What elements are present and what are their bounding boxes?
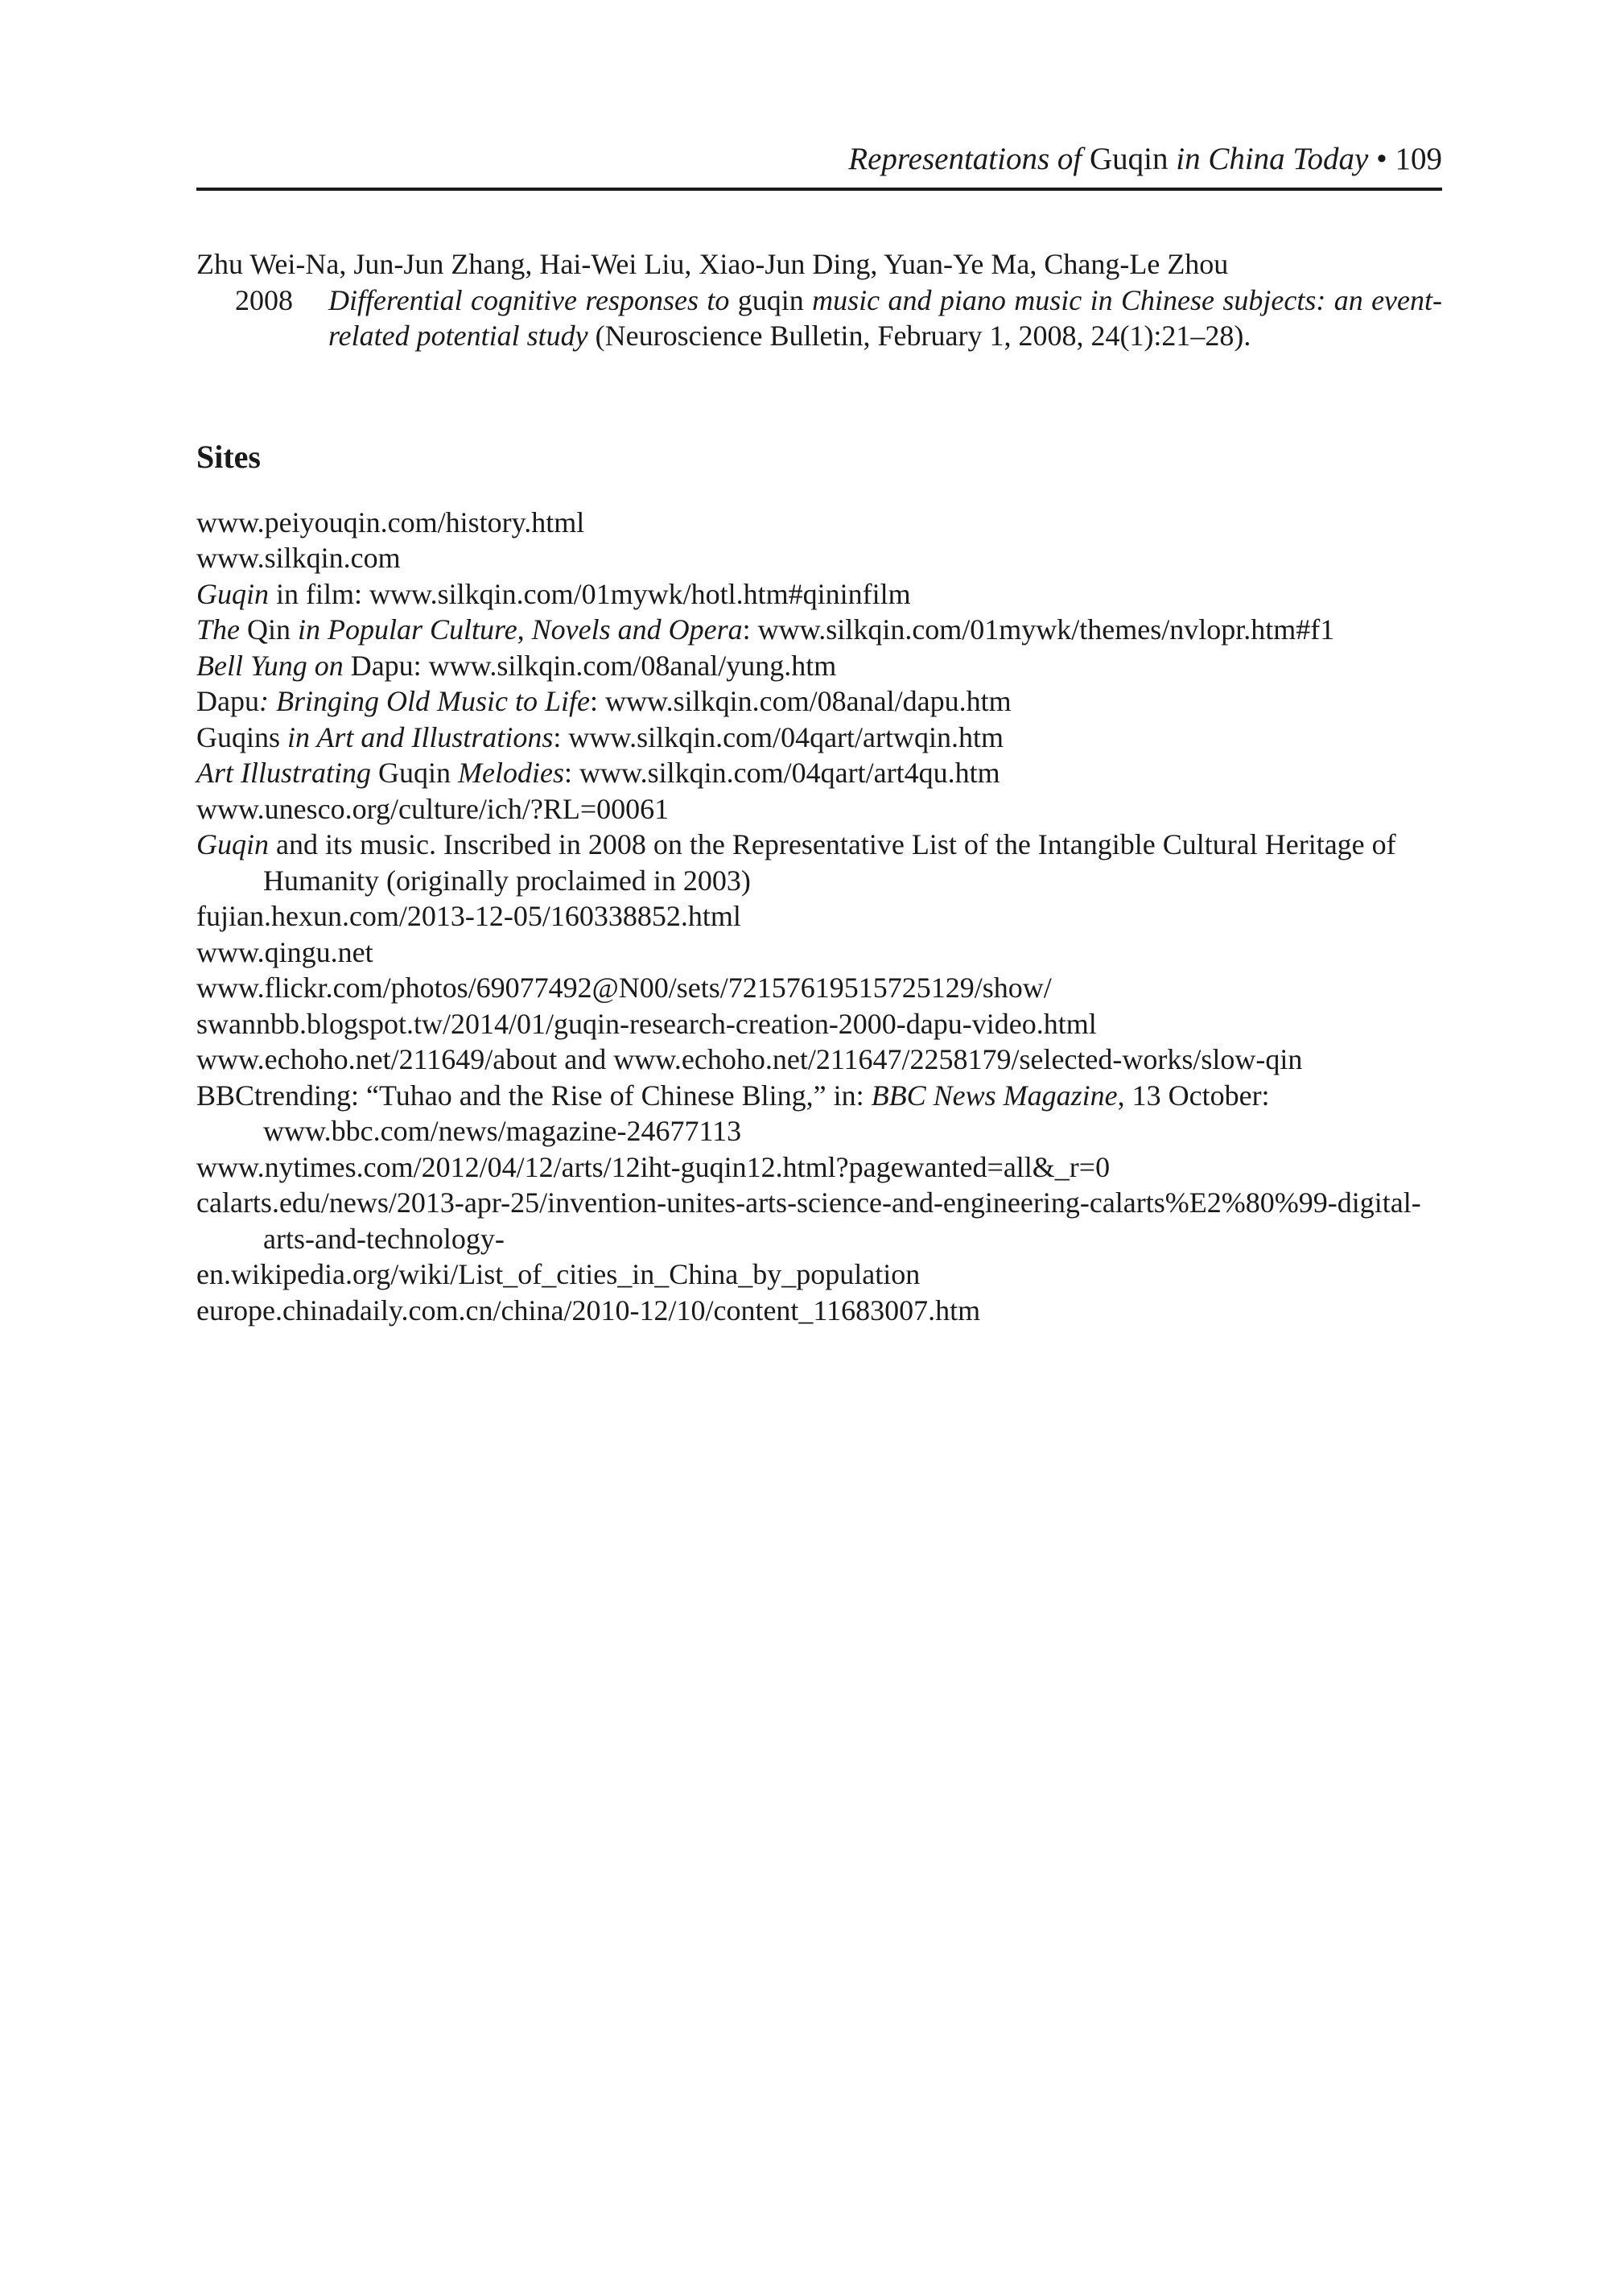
- site-text: BBCtrending: “Tuhao and the Rise of Chinese Bling,” in:: [196, 1079, 872, 1112]
- list-item: [196, 755, 1442, 791]
- list-item: [196, 1293, 1442, 1329]
- list-item: [196, 1185, 1442, 1256]
- site-italic: Guqin: [196, 577, 269, 610]
- site-text: Qin: [240, 613, 298, 646]
- list-item: [196, 827, 1442, 898]
- site-text: Guqins: [196, 720, 288, 753]
- site-text: en.wikipedia.org/wiki/List_of_cities_in_China_by_population: [196, 1258, 921, 1290]
- site-italic2: : Bringing Old Music to Life: [258, 685, 590, 717]
- header-bullet: •: [1376, 142, 1387, 176]
- sites-heading: Sites: [196, 438, 261, 475]
- site-text: www.silkqin.com: [196, 542, 401, 574]
- list-item: [196, 1078, 1442, 1149]
- reference-authors: Zhu Wei-Na, Jun-Jun Zhang, Hai-Wei Liu, Xiao-Jun Ding, Yuan-Ye Ma, Chang-Le Zhou: [196, 248, 1229, 280]
- list-item: [196, 1149, 1442, 1186]
- site-text: www.peiyouqin.com/history.html: [196, 505, 585, 538]
- list-item: [196, 683, 1442, 720]
- site-italic2: Melodies: [458, 757, 564, 789]
- list-item: [196, 791, 1442, 827]
- site-text: www.flickr.com/photos/69077492@N00/sets/72157619515725129/show/: [196, 972, 1052, 1004]
- site-italic: Guqin: [196, 828, 269, 860]
- list-item: [196, 1256, 1442, 1293]
- reference-text: [328, 283, 1442, 354]
- site-italic2: BBC News Magazine: [871, 1079, 1118, 1112]
- site-text: www.qingu.net: [196, 935, 373, 968]
- site-text2: : www.silkqin.com/08anal/dapu.htm: [589, 685, 1012, 717]
- reference-source: (Neuroscience Bulletin, February 1, 2008, 24(1):21–28).: [595, 320, 1251, 352]
- list-item: [196, 612, 1442, 648]
- reference-title-part2: music and piano music in Chinese subjects: an event-related potential study: [328, 283, 1442, 352]
- header-rule: [196, 188, 1442, 191]
- list-item: [196, 970, 1442, 1006]
- site-text: Dapu: [196, 685, 259, 717]
- list-item: [196, 505, 1442, 541]
- site-italic: The: [196, 613, 240, 646]
- site-italic2: in Art and Illustrations: [287, 720, 554, 753]
- list-item: [196, 935, 1442, 971]
- list-item: [196, 1006, 1442, 1042]
- sites-list: [196, 505, 1442, 1329]
- site-text: europe.chinadaily.com.cn/china/2010-12/10/content_11683007.htm: [196, 1294, 981, 1327]
- site-text: calarts.edu/news/2013-apr-25/invention-unites-arts-science-and-engineering-calarts%E2%80%99-digital-arts-and-technology-: [196, 1186, 1421, 1255]
- site-italic: Art Illustrating: [196, 757, 372, 789]
- header-title-word: Guqin: [1089, 142, 1169, 176]
- site-text: fujian.hexun.com/2013-12-05/160338852.html: [196, 900, 741, 932]
- page-content: [196, 246, 1442, 1328]
- reference-title-word: guqin: [737, 283, 804, 316]
- list-item: [196, 898, 1442, 935]
- site-italic: Bell Yung on: [196, 649, 344, 682]
- list-item: [196, 576, 1442, 613]
- site-text: Guqin: [371, 757, 459, 789]
- site-text: www.nytimes.com/2012/04/12/arts/12iht-guqin12.html?pagewanted=all&_r=0: [196, 1150, 1111, 1183]
- page-number: 109: [1395, 142, 1442, 176]
- list-item: [196, 1042, 1442, 1078]
- reference-entry: [196, 283, 1442, 354]
- header-title-rest: in China Today: [1176, 142, 1369, 176]
- site-text2: : www.silkqin.com/04qart/art4qu.htm: [564, 757, 1000, 789]
- site-text2: : www.silkqin.com/04qart/artwqin.htm: [553, 720, 1004, 753]
- running-header: [196, 138, 1442, 180]
- reference-year: 2008: [235, 283, 293, 316]
- site-text: swannbb.blogspot.tw/2014/01/guqin-research-creation-2000-dapu-video.html: [196, 1007, 1097, 1040]
- site-text: www.echoho.net/211649/about and www.echoho.net/211647/2258179/selected-works/slow-qin: [196, 1043, 1303, 1075]
- site-text2: : www.silkqin.com/01mywk/themes/nvlopr.htm#f1: [742, 613, 1335, 646]
- header-title-italic: Representations of: [848, 142, 1082, 176]
- site-text2: , 13 October: www.bbc.com/news/magazine-24677113: [263, 1079, 1270, 1147]
- site-text: and its music. Inscribed in 2008 on the Representative List of the Intangible Cultural Heritage of Humanity (originally proclaimed in 2003): [263, 828, 1396, 897]
- site-italic2: in Popular Culture, Novels and Opera: [298, 613, 743, 646]
- reference-title-part1: Differential cognitive responses to: [328, 283, 730, 316]
- list-item: [196, 720, 1442, 756]
- site-text: www.unesco.org/culture/ich/?RL=00061: [196, 792, 670, 825]
- site-text: in film: www.silkqin.com/01mywk/hotl.htm#qininfilm: [269, 577, 911, 610]
- list-item: [196, 648, 1442, 684]
- site-text: Dapu: www.silkqin.com/08anal/yung.htm: [343, 649, 837, 682]
- list-item: [196, 540, 1442, 576]
